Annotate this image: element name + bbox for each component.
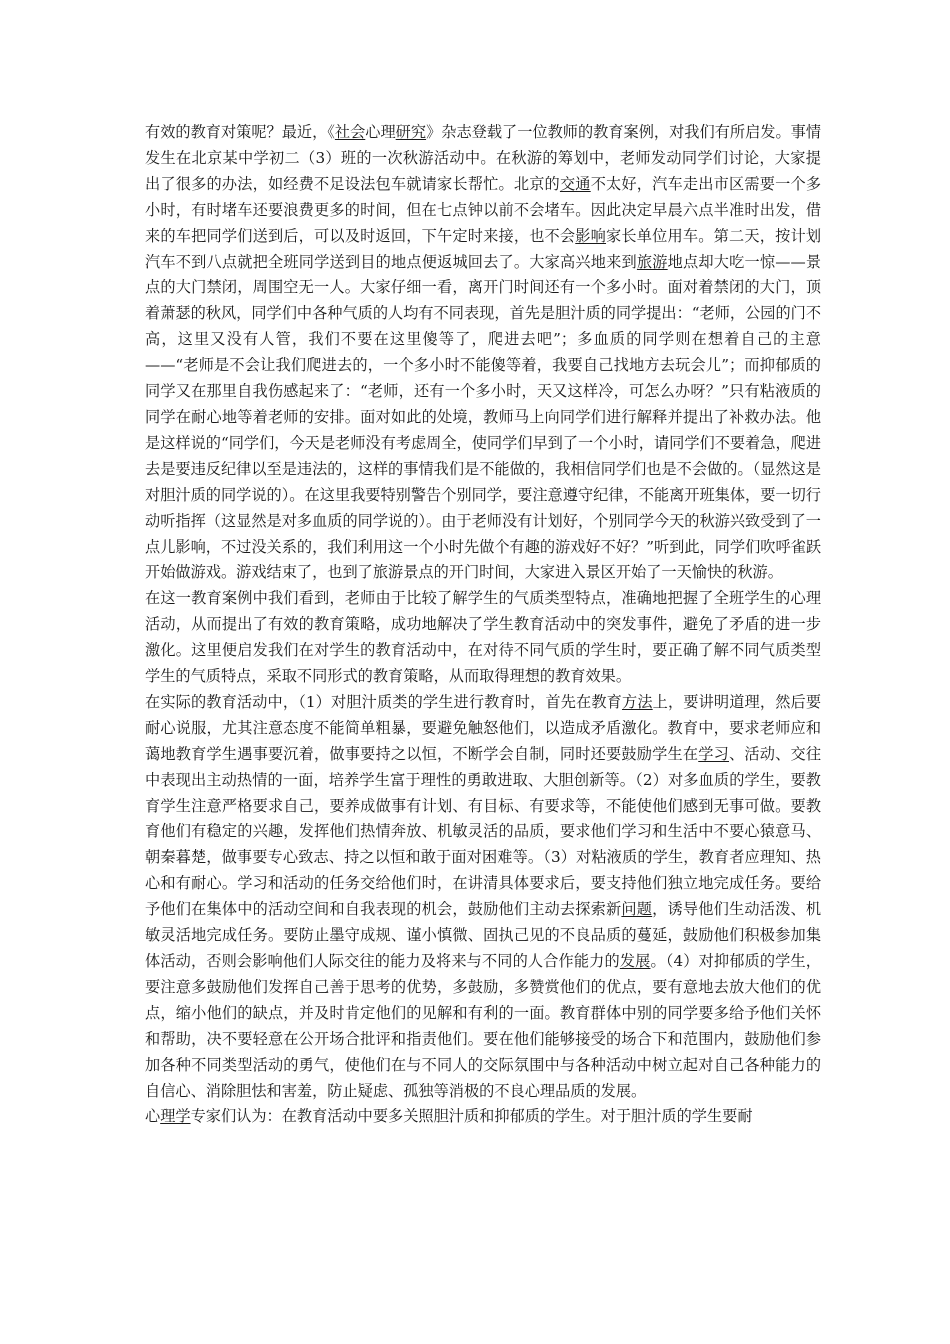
text-run: 家长单位用车。第二天，按计划汽车不到八点就把全班同学送到目的地点便返城回去了。大家高兴地来到 xyxy=(145,226,822,271)
text-run: 、活动、交往中表现出主动热情的一面，培养学生富于理性的勇敢进取、大胆创新等。（2）对多血质的学生，要教育学生注意严格要求自己，要养成做事有计划、有目标、有要求等，不能使他们感到无事可做。要教育他们有稳定的兴趣，发挥他们热情奔放、机敏灵活的品质，要求他们学习和生活中不要心猿意马、朝秦暮楚，做事要专心致志、持之以恒和敢于面对困难等。（3）对粘液质的学生，教育者应理知、热心和有耐心。学习和活动的任务交给他们时，在讲清具体要求后，要支持他们独立地完成任务。要给予他们在集体中的活动空间和自我表现的机会，鼓励他们主动去探索新 xyxy=(145,744,822,919)
text-run: 有效的教育对策呢？最近，《 xyxy=(145,123,335,141)
hyperlink[interactable]: 问题 xyxy=(621,900,653,919)
text-run: 》杂志登载了一位教师的教育案例，对我们有所启发。事情发生在北京某中学初二（3）班的一次秋游活动中。在秋游的筹划中，老师发动同学们讨论，大家提出了很多的办法，如经费不足设法包车就请家长帮忙。北京的 xyxy=(145,123,822,193)
paragraph-1 xyxy=(145,120,821,586)
text-run: 不太好，汽车走出市区需要一个多小时，有时堵车还要浪费更多的时间，但在七点钟以前不会堵车。因此决定早晨六点半准时出发，借来的车把同学们送到后，可以及时返回，下午定时来接，也不会 xyxy=(145,174,822,245)
document-body xyxy=(145,120,821,1130)
hyperlink[interactable]: 交通 xyxy=(559,174,591,193)
hyperlink[interactable]: 研究 xyxy=(395,123,427,141)
text-run: 心 xyxy=(145,1107,161,1126)
text-run: 专家们认为：在教育活动中要多关照胆汁质和抑郁质的学生。对于胆汁质的学生要耐 xyxy=(190,1107,753,1126)
text-run: 上，要讲明道理，然后要耐心说服，尤其注意态度不能简单粗暴，要避免触怒他们，以造成矛盾激化。教育中，要求老师应和蔼地教育学生遇事要沉着，做事要持之以恒，不断学会自制，同时还要鼓励学生在 xyxy=(145,692,822,763)
text-run: 。（4）对抑郁质的学生，要注意多鼓励他们发挥自己善于思考的优势，多鼓励，多赞赏他们的优点，要有意地去放大他们的优点，缩小他们的缺点，并及时肯定他们的见解和有利的一面。教育群体中别的同学要多给予他们关怀和帮助，决不要轻意在公开场合批评和指责他们。要在他们能够接受的场合下和范围内，鼓励他们参加各种不同类型活动的勇气，使他们在与不同人的交际氛围中与各种活动中树立起对自己各种能力的自信心、消除胆怯和害羞，防止疑虑、孤独等消极的不良心理品质的发展。 xyxy=(145,952,821,1100)
text-run: 地点却大吃一惊——景点的大门禁闭，周围空无一人。大家仔细一看，离开门时间还有一个多小时。面对着禁闭的大门，顶着萧瑟的秋风，同学们中各种气质的人均有不同表现，首先是胆汁质的同学提出：“老师，公园的门不高，这里又没有人管，我们不要在这里傻等了，爬进去吧”；多血质的同学则在想着自己的主意——“老师是不会让我们爬进去的，一个多小时不能傻等着，我要自己找地方去玩会儿”；而抑郁质的同学又在那里自我伤感起来了：“老师，还有一个多小时，天又这样冷，可怎么办呀？”只有粘液质的同学在耐心地等着老师的安排。面对如此的处境，教师马上向同学们进行解释并提出了补救办法。他是这样说的“同学们，今天是老师没有考虑周全，使同学们早到了一个小时，请同学们不要着急，爬进去是要违反纪律以至是违法的，这样的事情我们是不能做的，我相信同学们也是不会做的。（显然这是对胆汁质的同学说的）。在这里我要特别警告个别同学，要注意遵守纪律，不能离开班集体，要一切行动听指挥（这显然是对多血质的同学说的）。由于老师没有计划好，个别同学今天的秋游兴致受到了一点儿影响，不过没关系的，我们利用这一个小时先做个有趣的游戏好不好？”听到此，同学们吹呼雀跃开始做游戏。游戏结束了，也到了旅游景点的开门时间，大家进入景区开始了一天愉快的秋游。 xyxy=(145,252,822,582)
hyperlink[interactable]: 学习 xyxy=(698,744,729,763)
text-run: 在实际的教育活动中，（1）对胆汁质类的学生进行教育时，首先在教育 xyxy=(145,692,623,711)
hyperlink[interactable]: 方法 xyxy=(622,692,653,711)
hyperlink[interactable]: 发展 xyxy=(619,952,651,970)
hyperlink[interactable]: 社会 xyxy=(334,123,366,141)
hyperlink[interactable]: 旅游 xyxy=(636,252,668,271)
paragraph-2 xyxy=(145,586,821,690)
paragraph-3 xyxy=(145,690,821,1105)
text-run: 心理 xyxy=(365,123,396,141)
text-run: 在这一教育案例中我们看到，老师由于比较了解学生的气质类型特点，准确地把握了全班学生的心理活动，从而提出了有效的教育策略，成功地解决了学生教育活动中的突发事件，避免了矛盾的进一步激化。这里便启发我们在对学生的教育活动中，在对待不同气质的学生时，要正确了解不同气质类型学生的气质特点，采取不同形式的教育策略，从而取得理想的教育效果。 xyxy=(145,589,821,686)
hyperlink[interactable]: 影响 xyxy=(575,226,607,245)
hyperlink[interactable]: 理学 xyxy=(160,1107,191,1126)
paragraph-4 xyxy=(145,1104,821,1130)
text-run: ，诱导他们生动活泼、机敏灵活地完成任务。要防止墨守成规、谨小慎微、固执己见的不良品质的蔓延，鼓励他们积极参加集体活动，否则会影响他们人际交往的能力及将来与不同的人合作能力的 xyxy=(145,900,822,970)
